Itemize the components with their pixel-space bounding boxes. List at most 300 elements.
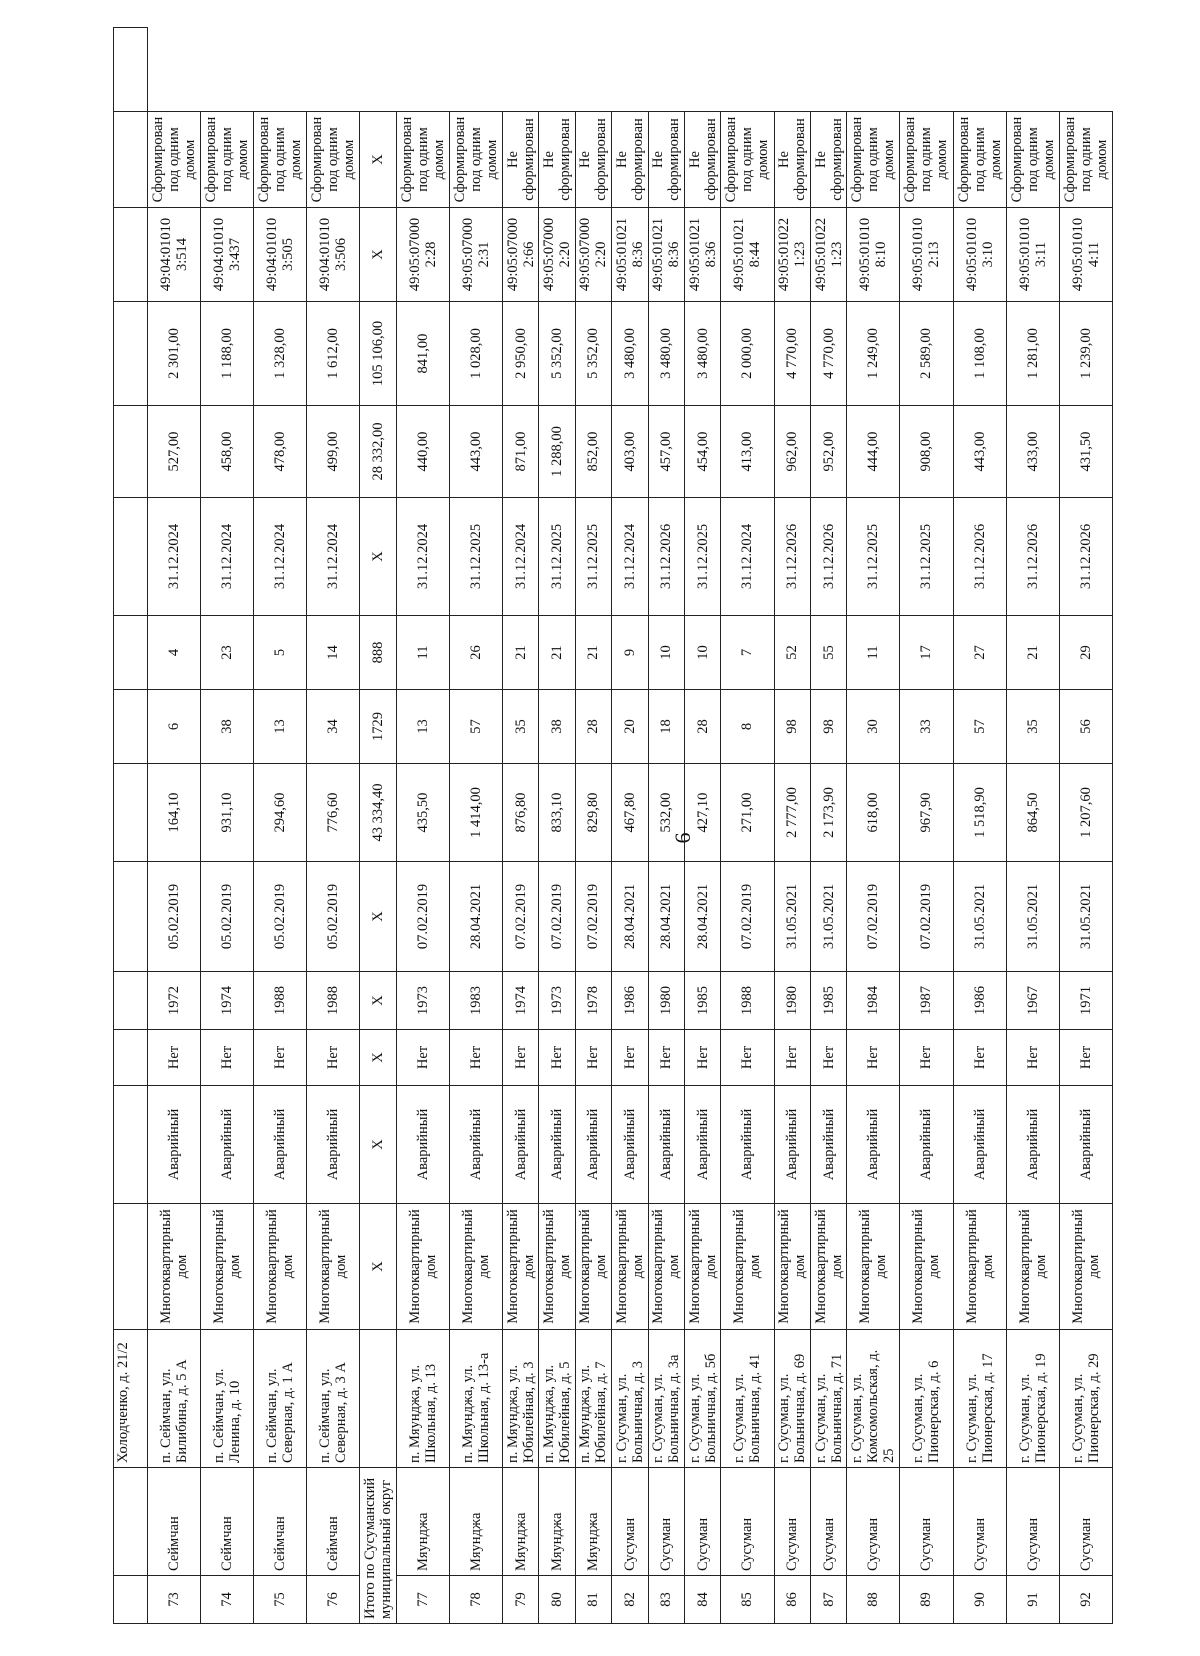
cadastral-number-cell: 49:05:07000 2:66	[502, 208, 538, 302]
building-type-cell: Многоквартирный дом	[396, 1204, 449, 1330]
residents-cell: 35	[1006, 690, 1059, 764]
recognition-date-cell: 07.02.2019	[575, 862, 611, 972]
recognition-date-cell: 28.04.2021	[648, 862, 684, 972]
area-cell: 931,10	[201, 764, 254, 862]
residents-cell: 33	[900, 690, 953, 764]
recognition-date-cell: 31.05.2021	[1006, 862, 1059, 972]
condition-cell: X	[360, 1086, 396, 1204]
row-number-cell: 87	[810, 1576, 846, 1624]
land-formation-cell: Сформирован под одним домом	[1059, 112, 1112, 208]
heritage-cell: Нет	[396, 1030, 449, 1086]
address-cell: г. Сусуман, ул. Комсомольская, д. 25	[847, 1330, 900, 1468]
recognition-date-cell: 31.05.2021	[1059, 862, 1112, 972]
land-formation-cell: X	[360, 112, 396, 208]
land-area-cell: 962,00	[774, 406, 810, 498]
settlement-cell: Сусуман	[900, 1468, 953, 1576]
table-row	[575, 28, 611, 1624]
table-row	[201, 28, 254, 1624]
building-type-cell: Многоквартирный дом	[612, 1204, 648, 1330]
residents-cell: 20	[612, 690, 648, 764]
year-cell: 1971	[1059, 972, 1112, 1030]
year-cell: 1983	[449, 972, 502, 1030]
land-formation-cell: Сформирован под одним домом	[148, 112, 201, 208]
deadline-cell: 31.12.2026	[1059, 498, 1112, 616]
settlement-cell: Сусуман	[721, 1468, 774, 1576]
families-cell: 4	[148, 616, 201, 690]
total-label-cell: Итого по Сусуманский муниципальный округ	[360, 1468, 396, 1624]
row-number-cell: 75	[254, 1576, 307, 1624]
address-cell: г. Сусуман, ул. Пионерская, д. 19	[1006, 1330, 1059, 1468]
year-cell: 1986	[612, 972, 648, 1030]
year-cell: 1988	[307, 972, 360, 1030]
recognition-date-cell: 07.02.2019	[847, 862, 900, 972]
land-area-cell: 908,00	[900, 406, 953, 498]
deadline-cell: 31.12.2024	[396, 498, 449, 616]
row-number-cell: 78	[449, 1576, 502, 1624]
cadastral-number-cell: 49:04:01010 3:506	[307, 208, 360, 302]
row-number-cell: 73	[148, 1576, 201, 1624]
area-cell: 43 334,40	[360, 764, 396, 862]
land-formation-cell: Сформирован под одним домом	[900, 112, 953, 208]
residents-cell: 34	[307, 690, 360, 764]
table-row	[307, 28, 360, 1624]
heritage-cell: X	[360, 1030, 396, 1086]
address-cell: п. Сеймчан, ул. Ленина, д. 10	[201, 1330, 254, 1468]
deadline-cell: 31.12.2024	[502, 498, 538, 616]
land-area-cell: 433,00	[1006, 406, 1059, 498]
area-cell: 294,60	[254, 764, 307, 862]
address-cell: п. Мяунджа, ул. Юбилейная, д. 7	[575, 1330, 611, 1468]
cell	[114, 1468, 148, 1576]
address-cell: п. Мяунджа, ул. Юбилейная, д. 3	[502, 1330, 538, 1468]
deadline-cell: 31.12.2025	[449, 498, 502, 616]
cadastral-number-cell: 49:05:01010 3:11	[1006, 208, 1059, 302]
condition-cell: Аварийный	[1059, 1086, 1112, 1204]
residents-cell: 30	[847, 690, 900, 764]
address-cell: п. Мяунджа, ул. Школьная, д. 13	[396, 1330, 449, 1468]
address-cell: г. Сусуман, ул. Больничная, д. 3	[612, 1330, 648, 1468]
condition-cell: Аварийный	[254, 1086, 307, 1204]
residents-cell: 38	[539, 690, 575, 764]
deadline-cell: 31.12.2025	[685, 498, 721, 616]
building-type-cell: Многоквартирный дом	[1059, 1204, 1112, 1330]
families-cell: 11	[847, 616, 900, 690]
land-area-cell: 871,00	[502, 406, 538, 498]
condition-cell: Аварийный	[810, 1086, 846, 1204]
families-cell: 14	[307, 616, 360, 690]
condition-cell: Аварийный	[539, 1086, 575, 1204]
settlement-cell: Сеймчан	[254, 1468, 307, 1576]
heritage-cell: Нет	[648, 1030, 684, 1086]
recognition-date-cell: 31.05.2021	[774, 862, 810, 972]
table-row	[148, 28, 201, 1624]
condition-cell: Аварийный	[612, 1086, 648, 1204]
land-formation-cell: Не сформирован	[810, 112, 846, 208]
residents-cell: 1729	[360, 690, 396, 764]
cost-cell: 4 770,00	[774, 302, 810, 406]
address-cell: г. Сусуман, ул. Больничная, д. 69	[774, 1330, 810, 1468]
families-cell: 9	[612, 616, 648, 690]
recognition-date-cell: 07.02.2019	[900, 862, 953, 972]
building-type-cell: Многоквартирный дом	[774, 1204, 810, 1330]
area-cell: 829,80	[575, 764, 611, 862]
condition-cell: Аварийный	[449, 1086, 502, 1204]
year-cell: 1967	[1006, 972, 1059, 1030]
year-cell: 1980	[648, 972, 684, 1030]
recognition-date-cell: 28.04.2021	[685, 862, 721, 972]
building-type-cell: Многоквартирный дом	[539, 1204, 575, 1330]
address-cell: г. Сусуман, ул. Больничная, д. 41	[721, 1330, 774, 1468]
deadline-cell: 31.12.2026	[1006, 498, 1059, 616]
deadline-cell: 31.12.2026	[810, 498, 846, 616]
settlement-cell: Мяунджа	[396, 1468, 449, 1576]
area-cell: 864,50	[1006, 764, 1059, 862]
families-cell: 888	[360, 616, 396, 690]
cadastral-number-cell: 49:05:01021 8:36	[612, 208, 648, 302]
families-cell: 21	[502, 616, 538, 690]
land-area-cell: 454,00	[685, 406, 721, 498]
deadline-cell: 31.12.2026	[774, 498, 810, 616]
heritage-cell: Нет	[148, 1030, 201, 1086]
land-area-cell: 443,00	[449, 406, 502, 498]
families-cell: 17	[900, 616, 953, 690]
settlement-cell: Сусуман	[774, 1468, 810, 1576]
year-cell: 1985	[685, 972, 721, 1030]
cost-cell: 1 239,00	[1059, 302, 1112, 406]
land-area-cell: 952,00	[810, 406, 846, 498]
heritage-cell: Нет	[307, 1030, 360, 1086]
residents-cell: 13	[396, 690, 449, 764]
families-cell: 7	[721, 616, 774, 690]
condition-cell: Аварийный	[1006, 1086, 1059, 1204]
settlement-cell: Сусуман	[953, 1468, 1006, 1576]
building-type-cell: Многоквартирный дом	[685, 1204, 721, 1330]
cost-cell: 1 328,00	[254, 302, 307, 406]
cadastral-number-cell: 49:05:01010 4:11	[1059, 208, 1112, 302]
cadastral-number-cell: 49:05:01021 8:36	[648, 208, 684, 302]
table-row	[953, 28, 1006, 1624]
settlement-cell: Мяунджа	[449, 1468, 502, 1576]
cost-cell: 1 108,00	[953, 302, 1006, 406]
year-cell: 1972	[148, 972, 201, 1030]
deadline-cell: 31.12.2025	[900, 498, 953, 616]
area-cell: 776,60	[307, 764, 360, 862]
residents-cell: 57	[953, 690, 1006, 764]
area-cell: 271,00	[721, 764, 774, 862]
land-area-cell: 28 332,00	[360, 406, 396, 498]
heritage-cell: Нет	[847, 1030, 900, 1086]
families-cell: 52	[774, 616, 810, 690]
housing-table-rotated	[113, 28, 1113, 1624]
recognition-date-cell: 05.02.2019	[148, 862, 201, 972]
recognition-date-cell: X	[360, 862, 396, 972]
settlement-cell: Сусуман	[648, 1468, 684, 1576]
cost-cell: 4 770,00	[810, 302, 846, 406]
land-area-cell: 499,00	[307, 406, 360, 498]
building-type-cell: Многоквартирный дом	[953, 1204, 1006, 1330]
row-number-cell: 79	[502, 1576, 538, 1624]
table-row	[810, 28, 846, 1624]
land-area-cell: 1 288,00	[539, 406, 575, 498]
area-cell: 532,00	[648, 764, 684, 862]
address-cell: п. Сеймчан, ул. Северная, д. 3 А	[307, 1330, 360, 1468]
recognition-date-cell: 07.02.2019	[721, 862, 774, 972]
settlement-cell: Сусуман	[1059, 1468, 1112, 1576]
year-cell: 1985	[810, 972, 846, 1030]
cost-cell: 105 106,00	[360, 302, 396, 406]
area-cell: 1 207,60	[1059, 764, 1112, 862]
building-type-cell: Многоквартирный дом	[449, 1204, 502, 1330]
heritage-cell: Нет	[1059, 1030, 1112, 1086]
row-number-cell: 80	[539, 1576, 575, 1624]
area-cell: 2 173,90	[810, 764, 846, 862]
land-area-cell: 403,00	[612, 406, 648, 498]
row-number-cell: 84	[685, 1576, 721, 1624]
residents-cell: 13	[254, 690, 307, 764]
deadline-cell: 31.12.2024	[612, 498, 648, 616]
cadastral-number-cell: 49:05:01021 8:44	[721, 208, 774, 302]
cadastral-number-cell: 49:05:01010 3:10	[953, 208, 1006, 302]
area-cell: 1 414,00	[449, 764, 502, 862]
land-formation-cell: Сформирован под одним домом	[847, 112, 900, 208]
condition-cell: Аварийный	[201, 1086, 254, 1204]
total-row	[360, 28, 396, 1624]
cadastral-number-cell: 49:05:01022 1:23	[810, 208, 846, 302]
land-formation-cell: Сформирован под одним домом	[254, 112, 307, 208]
table-row	[1006, 28, 1059, 1624]
families-cell: 26	[449, 616, 502, 690]
land-formation-cell: Сформирован под одним домом	[201, 112, 254, 208]
settlement-cell: Сеймчан	[201, 1468, 254, 1576]
recognition-date-cell: 07.02.2019	[539, 862, 575, 972]
recognition-date-cell: 31.05.2021	[810, 862, 846, 972]
land-area-cell: 458,00	[201, 406, 254, 498]
area-cell: 1 518,90	[953, 764, 1006, 862]
recognition-date-cell: 05.02.2019	[254, 862, 307, 972]
residents-cell: 35	[502, 690, 538, 764]
row-number-cell: 88	[847, 1576, 900, 1624]
condition-cell: Аварийный	[953, 1086, 1006, 1204]
cost-cell: 5 352,00	[575, 302, 611, 406]
heritage-cell: Нет	[502, 1030, 538, 1086]
land-area-cell: 431,50	[1059, 406, 1112, 498]
year-cell: 1974	[201, 972, 254, 1030]
families-cell: 10	[648, 616, 684, 690]
row-number-cell: 82	[612, 1576, 648, 1624]
cost-cell: 1 188,00	[201, 302, 254, 406]
deadline-cell: 31.12.2025	[575, 498, 611, 616]
heritage-cell: Нет	[774, 1030, 810, 1086]
address-cell: г. Сусуман, ул. Пионерская, д. 29	[1059, 1330, 1112, 1468]
row-number-cell: 76	[307, 1576, 360, 1624]
row-number-cell: 90	[953, 1576, 1006, 1624]
cadastral-number-cell: 49:05:01021 8:36	[685, 208, 721, 302]
table-row	[254, 28, 307, 1624]
cost-cell: 3 480,00	[685, 302, 721, 406]
residents-cell: 18	[648, 690, 684, 764]
cadastral-number-cell: 49:05:07000 2:28	[396, 208, 449, 302]
heritage-cell: Нет	[721, 1030, 774, 1086]
settlement-cell: Сусуман	[612, 1468, 648, 1576]
land-formation-cell: Сформирован под одним домом	[721, 112, 774, 208]
area-cell: 618,00	[847, 764, 900, 862]
page-number: 6	[670, 832, 695, 844]
land-formation-cell: Сформирован под одним домом	[1006, 112, 1059, 208]
settlement-cell: Сусуман	[810, 1468, 846, 1576]
year-cell: 1986	[953, 972, 1006, 1030]
families-cell: 10	[685, 616, 721, 690]
building-type-cell: Многоквартирный дом	[254, 1204, 307, 1330]
deadline-cell: 31.12.2024	[307, 498, 360, 616]
cost-cell: 2 589,00	[900, 302, 953, 406]
table-row	[900, 28, 953, 1624]
cost-cell: 5 352,00	[539, 302, 575, 406]
cadastral-number-cell: 49:05:07000 2:20	[539, 208, 575, 302]
building-type-cell: Многоквартирный дом	[575, 1204, 611, 1330]
cost-cell: 2 000,00	[721, 302, 774, 406]
year-cell: 1978	[575, 972, 611, 1030]
table-row	[612, 28, 648, 1624]
settlement-cell: Мяунджа	[539, 1468, 575, 1576]
table-row	[539, 28, 575, 1624]
building-type-cell: Многоквартирный дом	[201, 1204, 254, 1330]
table-row	[502, 28, 538, 1624]
cost-cell: 1 612,00	[307, 302, 360, 406]
land-formation-cell: Сформирован под одним домом	[307, 112, 360, 208]
condition-cell: Аварийный	[847, 1086, 900, 1204]
settlement-cell: Сусуман	[847, 1468, 900, 1576]
condition-cell: Аварийный	[685, 1086, 721, 1204]
row-number-cell: 86	[774, 1576, 810, 1624]
land-area-cell: 443,00	[953, 406, 1006, 498]
land-area-cell: 440,00	[396, 406, 449, 498]
cadastral-number-cell: 49:05:07000 2:31	[449, 208, 502, 302]
building-type-cell: Многоквартирный дом	[148, 1204, 201, 1330]
table-row	[774, 28, 810, 1624]
families-cell: 21	[575, 616, 611, 690]
settlement-cell: Сеймчан	[148, 1468, 201, 1576]
year-cell: 1988	[721, 972, 774, 1030]
year-cell: 1974	[502, 972, 538, 1030]
land-formation-cell: Сформирован под одним домом	[953, 112, 1006, 208]
year-cell: 1973	[396, 972, 449, 1030]
heritage-cell: Нет	[539, 1030, 575, 1086]
table-row	[396, 28, 449, 1624]
land-formation-cell: Не сформирован	[612, 112, 648, 208]
cadastral-number-cell: 49:05:07000 2:20	[575, 208, 611, 302]
address-cell: г. Сусуман, ул. Больничная, д. 3а	[648, 1330, 684, 1468]
families-cell: 55	[810, 616, 846, 690]
address-cell: п. Мяунджа, ул. Юбилейная, д. 5	[539, 1330, 575, 1468]
building-type-cell: Многоквартирный дом	[900, 1204, 953, 1330]
land-formation-cell: Не сформирован	[575, 112, 611, 208]
building-type-cell: X	[360, 1204, 396, 1330]
condition-cell: Аварийный	[502, 1086, 538, 1204]
cadastral-number-cell: 49:04:01010 3:505	[254, 208, 307, 302]
cadastral-number-cell: 49:05:01010 8:10	[847, 208, 900, 302]
land-area-cell: 413,00	[721, 406, 774, 498]
heritage-cell: Нет	[612, 1030, 648, 1086]
recognition-date-cell: 07.02.2019	[502, 862, 538, 972]
area-cell: 164,10	[148, 764, 201, 862]
row-number-cell: 91	[1006, 1576, 1059, 1624]
address-cell: г. Сусуман, ул. Больничная, д. 71	[810, 1330, 846, 1468]
settlement-cell: Сусуман	[685, 1468, 721, 1576]
recognition-date-cell: 07.02.2019	[396, 862, 449, 972]
recognition-date-cell: 31.05.2021	[953, 862, 1006, 972]
families-cell: 21	[539, 616, 575, 690]
deadline-cell: 31.12.2024	[721, 498, 774, 616]
row-number-cell: 83	[648, 1576, 684, 1624]
settlement-cell: Мяунджа	[575, 1468, 611, 1576]
land-area-cell: 457,00	[648, 406, 684, 498]
deadline-cell: 31.12.2024	[254, 498, 307, 616]
year-cell: 1980	[774, 972, 810, 1030]
cell	[114, 1576, 148, 1624]
cell	[114, 28, 148, 112]
deadline-cell: 31.12.2024	[201, 498, 254, 616]
row-number-cell: 74	[201, 1576, 254, 1624]
heritage-cell: Нет	[201, 1030, 254, 1086]
year-cell: 1984	[847, 972, 900, 1030]
area-cell: 967,90	[900, 764, 953, 862]
residents-cell: 28	[685, 690, 721, 764]
heritage-cell: Нет	[254, 1030, 307, 1086]
cadastral-number-cell: 49:04:01010 3:514	[148, 208, 201, 302]
cadastral-number-cell: X	[360, 208, 396, 302]
heritage-cell: Нет	[575, 1030, 611, 1086]
heritage-cell: Нет	[900, 1030, 953, 1086]
settlement-cell: Сеймчан	[307, 1468, 360, 1576]
building-type-cell: Многоквартирный дом	[721, 1204, 774, 1330]
recognition-date-cell: 28.04.2021	[612, 862, 648, 972]
land-area-cell: 444,00	[847, 406, 900, 498]
land-formation-cell: Сформирован под одним домом	[396, 112, 449, 208]
building-type-cell: Многоквартирный дом	[810, 1204, 846, 1330]
address-cell	[360, 1330, 396, 1468]
area-cell: 435,50	[396, 764, 449, 862]
residents-cell: 57	[449, 690, 502, 764]
cadastral-number-cell: 49:04:01010 3:437	[201, 208, 254, 302]
land-area-cell: 527,00	[148, 406, 201, 498]
deadline-cell: 31.12.2026	[953, 498, 1006, 616]
cadastral-number-cell: 49:05:01022 1:23	[774, 208, 810, 302]
families-cell: 27	[953, 616, 1006, 690]
families-cell: 21	[1006, 616, 1059, 690]
deadline-cell: X	[360, 498, 396, 616]
residents-cell: 98	[810, 690, 846, 764]
land-area-cell: 852,00	[575, 406, 611, 498]
settlement-cell: Мяунджа	[502, 1468, 538, 1576]
cost-cell: 2 301,00	[148, 302, 201, 406]
residents-cell: 8	[721, 690, 774, 764]
building-type-cell: Многоквартирный дом	[307, 1204, 360, 1330]
cost-cell: 1 028,00	[449, 302, 502, 406]
area-cell: 876,80	[502, 764, 538, 862]
condition-cell: Аварийный	[774, 1086, 810, 1204]
condition-cell: Аварийный	[396, 1086, 449, 1204]
table-row	[721, 28, 774, 1624]
address-cell: Холодченко, д. 21/2	[114, 1330, 148, 1468]
land-formation-cell: Не сформирован	[502, 112, 538, 208]
recognition-date-cell: 05.02.2019	[307, 862, 360, 972]
heritage-cell: Нет	[810, 1030, 846, 1086]
land-formation-cell: Не сформирован	[685, 112, 721, 208]
row-number-cell: 89	[900, 1576, 953, 1624]
cadastral-number-cell: 49:05:01010 2:13	[900, 208, 953, 302]
area-cell: 467,80	[612, 764, 648, 862]
deadline-cell: 31.12.2024	[148, 498, 201, 616]
